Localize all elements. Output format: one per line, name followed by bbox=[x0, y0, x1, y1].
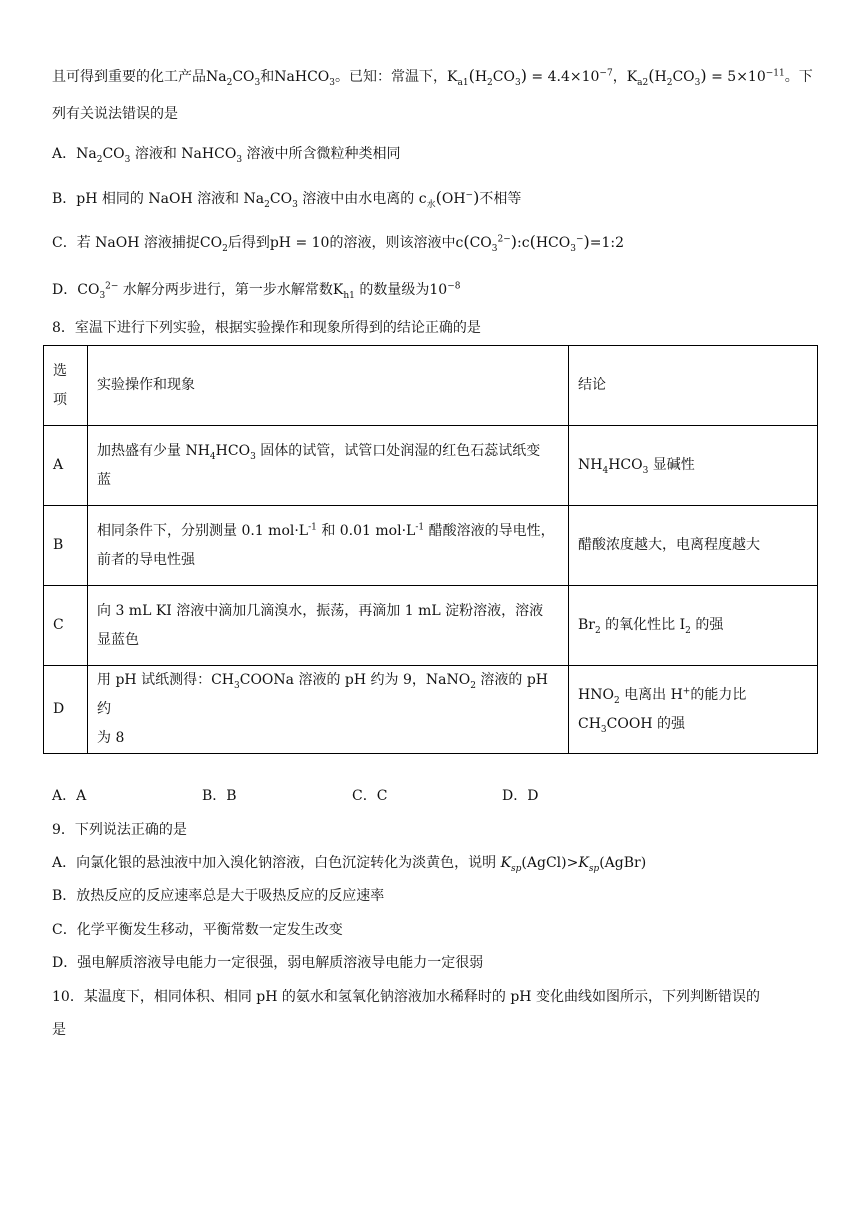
table-row bbox=[44, 586, 818, 666]
header-option: 选项 bbox=[44, 346, 88, 426]
q7-line2: 列有关说法错误的是 bbox=[52, 106, 178, 122]
q7-option-a: A．$Na_2CO_3$ 溶液和 NaHCO$_3$ 溶液中所含微粒种类相同 bbox=[52, 146, 401, 165]
q7-option-b: B．pH 相同的 NaOH 溶液和 $Na_2CO_3$ 溶液中由水电离的 $c_水(OH^-)$不相等 bbox=[52, 188, 522, 210]
row-conclusion: $HNO_2$ 电离出 H+的能力比 $CH_3COOH$ 的强 bbox=[569, 666, 818, 754]
q7-line1: 且可得到重要的化工产品$Na_2CO_3$和NaHCO$_3$。已知：常温下，$K_{a1}(H_2CO_3) = 4.4\times 10^{-7}$，$K_{a2}(H_2CO_3) = 5\times 10^{-11}$。下 bbox=[52, 66, 813, 88]
table-header-row bbox=[44, 346, 818, 426]
answer-option-c[interactable]: C．C bbox=[352, 788, 388, 804]
q7-option-c: C．若 NaOH 溶液捕捉$CO_2$后得到pH = 10的溶液，则该溶液中$c(CO_3^{2-}):c(HCO_3^-)=1:2$ bbox=[52, 232, 625, 254]
row-option: C bbox=[44, 586, 88, 666]
answer-option-b[interactable]: B．B bbox=[202, 788, 237, 804]
header-operation: 实验操作和现象 bbox=[88, 346, 569, 426]
row-option: A bbox=[44, 426, 88, 506]
q9-option-a: A．向氯化银的悬浊液中加入溴化钠溶液，白色沉淀转化为淡黄色，说明 $K_{sp}(AgCl)>K_{sp}(AgBr)$ bbox=[52, 855, 647, 874]
header-conclusion: 结论 bbox=[569, 346, 818, 426]
row-operation: 加热盛有少量 $NH_4HCO_3$ 固体的试管，试管口处润湿的红色石蕊试纸变 蓝 bbox=[88, 426, 569, 506]
table-row bbox=[44, 426, 818, 506]
row-operation: 向 3 mL KI 溶液中滴加几滴溴水，振荡，再滴加 1 mL 淀粉溶液，溶液 显蓝色 bbox=[88, 586, 569, 666]
answer-option-a[interactable]: A．A bbox=[52, 788, 87, 804]
q8-answer-options bbox=[52, 786, 652, 806]
q10-stem-line1: 10．某温度下，相同体积、相同 pH 的氨水和氢氧化钠溶液加水稀释时的 pH 变化曲线如图所示，下列判断错误的 bbox=[52, 989, 760, 1005]
q8-stem: 8．室温下进行下列实验，根据实验操作和现象所得到的结论正确的是 bbox=[52, 320, 481, 336]
q9-stem: 9．下列说法正确的是 bbox=[52, 822, 187, 838]
q9-option-c: C．化学平衡发生移动，平衡常数一定发生改变 bbox=[52, 922, 343, 938]
q7-option-d: D．$CO_3^{2-}$ 水解分两步进行，第一步水解常数$K_{h1}$ 的数量级为$10^{-8}$ bbox=[52, 281, 461, 301]
table-row bbox=[44, 506, 818, 586]
q10-stem-line2: 是 bbox=[52, 1022, 66, 1038]
q9-option-d: D．强电解质溶液导电能力一定很强，弱电解质溶液导电能力一定很弱 bbox=[52, 955, 484, 971]
row-conclusion: $NH_4HCO_3$ 显碱性 bbox=[569, 426, 818, 506]
q9-option-b: B．放热反应的反应速率总是大于吸热反应的反应速率 bbox=[52, 888, 385, 904]
experiment-table bbox=[43, 345, 818, 754]
row-option: B bbox=[44, 506, 88, 586]
answer-option-d[interactable]: D．D bbox=[502, 788, 539, 804]
table-row bbox=[44, 666, 818, 754]
row-conclusion: 醋酸浓度越大，电离程度越大 bbox=[569, 506, 818, 586]
row-operation: 相同条件下，分别测量 0.1 $mol\cdot L^{-1}$ 和 0.01 $mol\cdot L^{-1}$ 醋酸溶液的导电性， 前者的导电性强 bbox=[88, 506, 569, 586]
row-operation: 用 pH 试纸测得：$CH_3COONa$ 溶液的 pH 约为 9，NaNO$_2$ 溶液的 pH 约 为 8 bbox=[88, 666, 569, 754]
row-conclusion: $Br_2$ 的氧化性比 $I_2$ 的强 bbox=[569, 586, 818, 666]
row-option: D bbox=[44, 666, 88, 754]
